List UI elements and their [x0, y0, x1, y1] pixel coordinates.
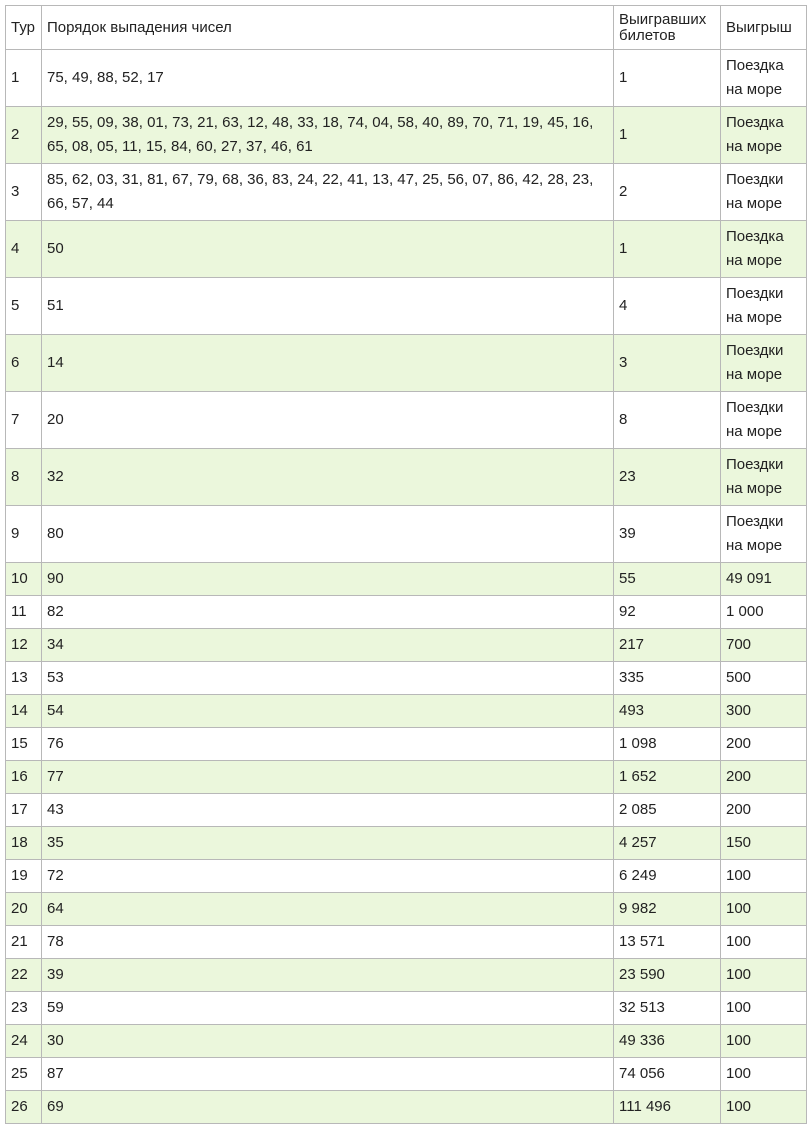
cell-numbers: 76 — [42, 728, 614, 761]
table-row — [6, 335, 807, 392]
cell-prize: 500 — [721, 662, 807, 695]
cell-tour: 19 — [6, 860, 42, 893]
cell-prize: 100 — [721, 1091, 807, 1124]
cell-numbers: 34 — [42, 629, 614, 662]
cell-numbers: 77 — [42, 761, 614, 794]
table-row — [6, 221, 807, 278]
cell-tickets: 32 513 — [614, 992, 721, 1025]
cell-numbers: 39 — [42, 959, 614, 992]
table-row — [6, 794, 807, 827]
cell-prize: 100 — [721, 959, 807, 992]
table-row — [6, 761, 807, 794]
cell-numbers: 69 — [42, 1091, 614, 1124]
table-row — [6, 893, 807, 926]
cell-tour: 16 — [6, 761, 42, 794]
cell-prize: 150 — [721, 827, 807, 860]
cell-tour: 15 — [6, 728, 42, 761]
table-row — [6, 959, 807, 992]
cell-tour: 20 — [6, 893, 42, 926]
cell-prize: 100 — [721, 992, 807, 1025]
cell-prize: 300 — [721, 695, 807, 728]
cell-tickets: 13 571 — [614, 926, 721, 959]
header-prize: Выигрыш — [721, 6, 807, 50]
cell-tour: 18 — [6, 827, 42, 860]
table-row — [6, 992, 807, 1025]
table-row — [6, 1058, 807, 1091]
cell-numbers: 72 — [42, 860, 614, 893]
cell-tour: 1 — [6, 50, 42, 107]
cell-numbers: 32 — [42, 449, 614, 506]
cell-tour: 12 — [6, 629, 42, 662]
cell-numbers: 30 — [42, 1025, 614, 1058]
table-row — [6, 506, 807, 563]
cell-numbers: 80 — [42, 506, 614, 563]
cell-numbers: 75, 49, 88, 52, 17 — [42, 50, 614, 107]
cell-tickets: 74 056 — [614, 1058, 721, 1091]
cell-tickets: 6 249 — [614, 860, 721, 893]
cell-numbers: 29, 55, 09, 38, 01, 73, 21, 63, 12, 48, 33, 18, 74, 04, 58, 40, 89, 70, 71, 19, 45, 16, 65, 08, 05, 11, 15, 84, 60, 27, 37, 46, 61 — [42, 107, 614, 164]
cell-numbers: 50 — [42, 221, 614, 278]
cell-prize: 200 — [721, 761, 807, 794]
cell-tour: 22 — [6, 959, 42, 992]
cell-prize: Поездка на море — [721, 221, 807, 278]
cell-tour: 24 — [6, 1025, 42, 1058]
table-row — [6, 926, 807, 959]
table-row — [6, 50, 807, 107]
cell-tickets: 55 — [614, 563, 721, 596]
cell-numbers: 82 — [42, 596, 614, 629]
cell-prize: 100 — [721, 926, 807, 959]
cell-prize: Поездка на море — [721, 107, 807, 164]
cell-tickets: 1 — [614, 50, 721, 107]
cell-prize: Поездки на море — [721, 392, 807, 449]
cell-prize: 100 — [721, 860, 807, 893]
cell-tour: 14 — [6, 695, 42, 728]
cell-numbers: 43 — [42, 794, 614, 827]
cell-tour: 4 — [6, 221, 42, 278]
cell-numbers: 53 — [42, 662, 614, 695]
cell-prize: Поездки на море — [721, 449, 807, 506]
table-row — [6, 596, 807, 629]
cell-tickets: 217 — [614, 629, 721, 662]
cell-tour: 26 — [6, 1091, 42, 1124]
header-tour: Тур — [6, 6, 42, 50]
header-numbers: Порядок выпадения чисел — [42, 6, 614, 50]
cell-numbers: 78 — [42, 926, 614, 959]
cell-tickets: 9 982 — [614, 893, 721, 926]
table-row — [6, 392, 807, 449]
cell-prize: 200 — [721, 794, 807, 827]
cell-prize: 100 — [721, 1025, 807, 1058]
cell-tickets: 3 — [614, 335, 721, 392]
cell-tour: 11 — [6, 596, 42, 629]
cell-tickets: 2 085 — [614, 794, 721, 827]
cell-tour: 25 — [6, 1058, 42, 1091]
cell-prize: 100 — [721, 893, 807, 926]
table-row — [6, 629, 807, 662]
cell-numbers: 20 — [42, 392, 614, 449]
cell-tour: 21 — [6, 926, 42, 959]
cell-numbers: 59 — [42, 992, 614, 1025]
cell-prize: 100 — [721, 1058, 807, 1091]
cell-tickets: 2 — [614, 164, 721, 221]
cell-tickets: 1 098 — [614, 728, 721, 761]
cell-tickets: 335 — [614, 662, 721, 695]
cell-prize: Поездки на море — [721, 335, 807, 392]
cell-numbers: 35 — [42, 827, 614, 860]
cell-tickets: 8 — [614, 392, 721, 449]
table-row — [6, 449, 807, 506]
table-row — [6, 860, 807, 893]
cell-tickets: 1 652 — [614, 761, 721, 794]
cell-tickets: 23 590 — [614, 959, 721, 992]
cell-tour: 9 — [6, 506, 42, 563]
cell-tour: 17 — [6, 794, 42, 827]
table-row — [6, 662, 807, 695]
cell-tour: 3 — [6, 164, 42, 221]
cell-tickets: 49 336 — [614, 1025, 721, 1058]
results-table — [5, 5, 807, 1124]
cell-tickets: 92 — [614, 596, 721, 629]
table-row — [6, 278, 807, 335]
cell-prize: 200 — [721, 728, 807, 761]
cell-tickets: 111 496 — [614, 1091, 721, 1124]
header-row — [6, 6, 807, 50]
cell-numbers: 87 — [42, 1058, 614, 1091]
header-tickets: Выигравших билетов — [614, 6, 721, 50]
table-row — [6, 827, 807, 860]
cell-tour: 7 — [6, 392, 42, 449]
cell-tour: 8 — [6, 449, 42, 506]
cell-tickets: 493 — [614, 695, 721, 728]
cell-numbers: 90 — [42, 563, 614, 596]
table-row — [6, 164, 807, 221]
cell-prize: Поездка на море — [721, 50, 807, 107]
cell-tour: 6 — [6, 335, 42, 392]
cell-tickets: 4 257 — [614, 827, 721, 860]
cell-prize: 49 091 — [721, 563, 807, 596]
table-row — [6, 107, 807, 164]
cell-tour: 23 — [6, 992, 42, 1025]
cell-prize: Поездки на море — [721, 506, 807, 563]
cell-tickets: 1 — [614, 221, 721, 278]
cell-tickets: 23 — [614, 449, 721, 506]
cell-numbers: 14 — [42, 335, 614, 392]
cell-prize: 700 — [721, 629, 807, 662]
cell-tour: 5 — [6, 278, 42, 335]
cell-prize: Поездки на море — [721, 164, 807, 221]
cell-numbers: 64 — [42, 893, 614, 926]
cell-prize: 1 000 — [721, 596, 807, 629]
cell-numbers: 51 — [42, 278, 614, 335]
cell-numbers: 54 — [42, 695, 614, 728]
cell-tour: 13 — [6, 662, 42, 695]
cell-prize: Поездки на море — [721, 278, 807, 335]
table-row — [6, 563, 807, 596]
table-row — [6, 1025, 807, 1058]
table-row — [6, 695, 807, 728]
cell-tour: 2 — [6, 107, 42, 164]
cell-tour: 10 — [6, 563, 42, 596]
table-row — [6, 1091, 807, 1124]
cell-tickets: 4 — [614, 278, 721, 335]
table-row — [6, 728, 807, 761]
cell-tickets: 1 — [614, 107, 721, 164]
cell-numbers: 85, 62, 03, 31, 81, 67, 79, 68, 36, 83, 24, 22, 41, 13, 47, 25, 56, 07, 86, 42, 28, 23, 66, 57, 44 — [42, 164, 614, 221]
cell-tickets: 39 — [614, 506, 721, 563]
